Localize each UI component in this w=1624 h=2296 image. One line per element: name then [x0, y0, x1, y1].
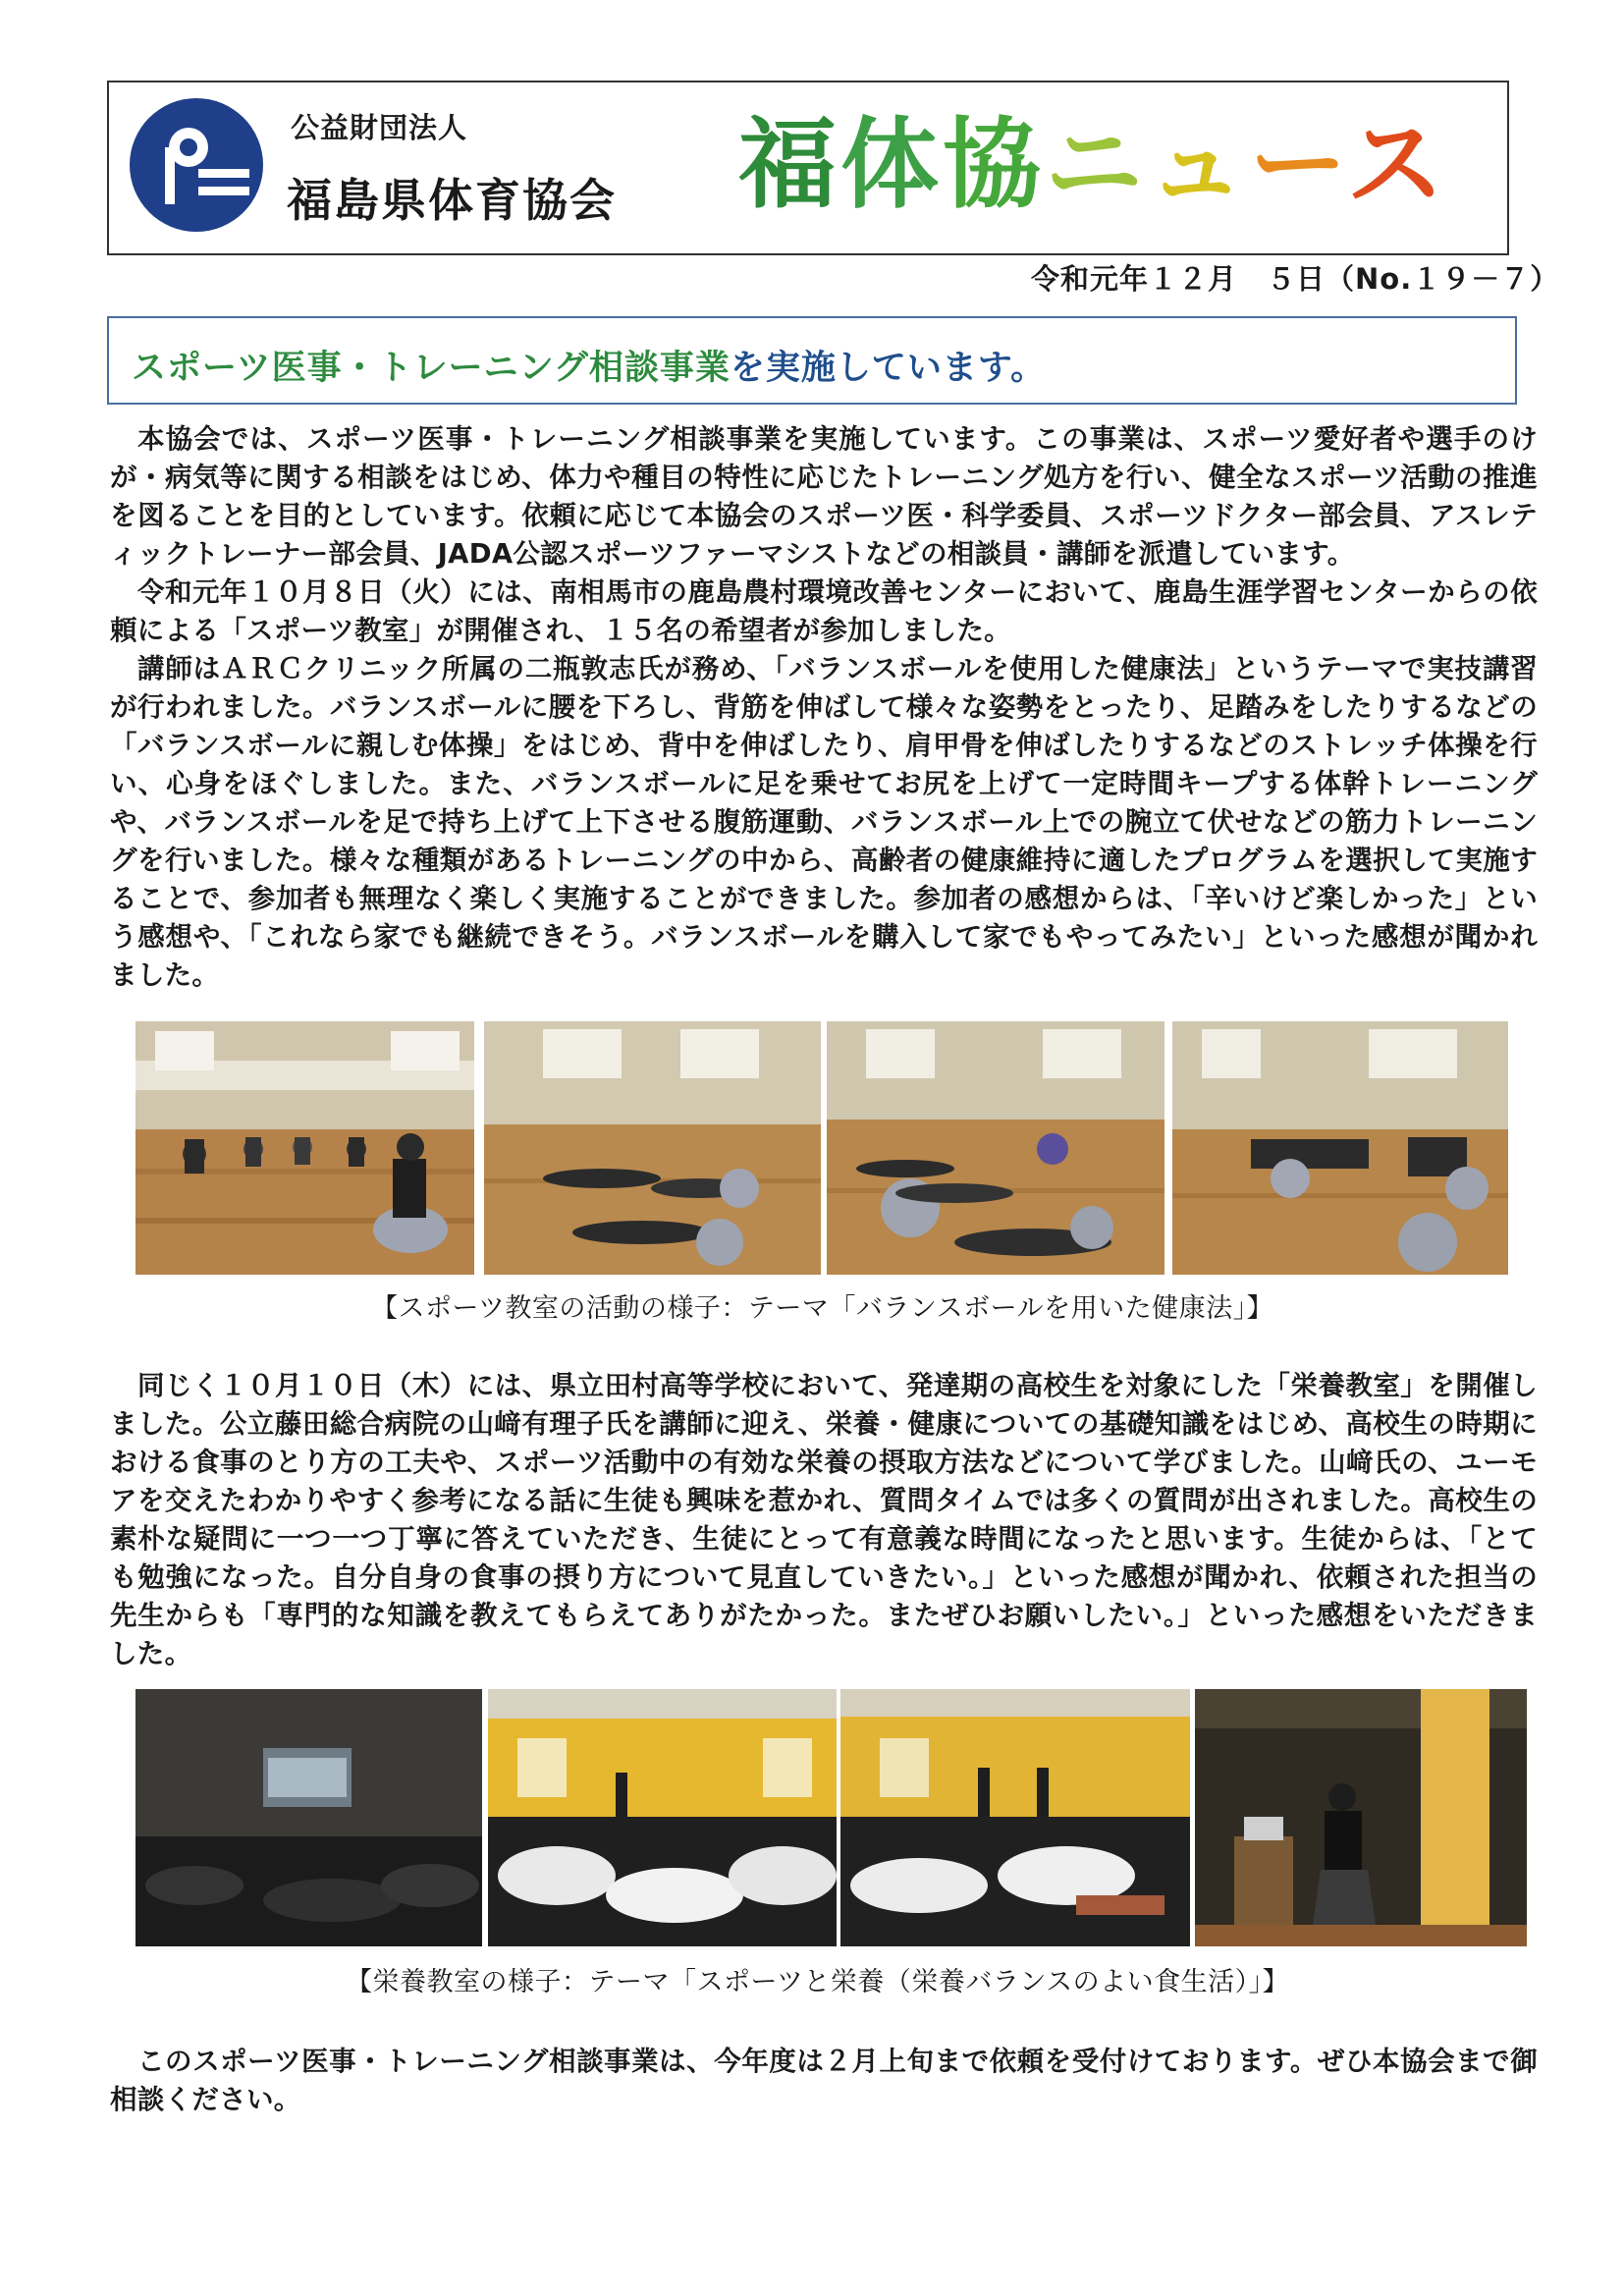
headline-rest: を実施しています。 [730, 349, 1047, 388]
caption-sports-class: 【スポーツ教室の活動の様子：テーマ「バランスボールを用いた健康法」】 [371, 1293, 1274, 1324]
masthead-char: 体 [840, 107, 943, 222]
masthead-char: ュ [1147, 107, 1249, 222]
paragraph-sports-class-detail: 講師はＡＲＣクリニック所属の二瓶敦志氏が務め、「バランスボールを使用した健康法」というテーマで実技講習が行われました。バランスボールに腰を下ろし、背筋を伸ばして様々な姿勢をとったり、足踏みをしたりするなどの「バランスボールに親しむ体操」をはじめ、背中を伸ばしたり、肩甲骨を伸ばしたりするなどのストレッチ体操を行い、心身をほぐしました。また、バランスボールに足を乗せてお尻を上げて一定時間キープする体幹トレーニングや、バランスボールを足で持ち上げて上下させる腹筋運動、バランスボール上での腕立て伏せなどの筋力トレーニングを行いました。様々な種類があるトレーニングの中から、高齢者の健康維持に適したプログラムを選択して実施することで、参加者も無理なく楽しく実施することができました。参加者の感想からは、「辛いけど楽しかった」という感想や、「これなら家でも継続できそう。バランスボールを購入して家でもやってみたい」といった感想が聞かれました。 [110, 653, 1538, 991]
issue-date: 令和元年１２月 ５日（No.１９－７） [1031, 262, 1560, 296]
headline [132, 341, 1046, 390]
photo-sports-class-3 [827, 1021, 1164, 1275]
headline-topic: スポーツ医事・トレーニング相談事業 [132, 349, 731, 388]
org-type: 公益財団法人 [291, 111, 468, 144]
photo-sports-class-4 [1172, 1021, 1508, 1275]
masthead-char: ニ [1045, 107, 1147, 222]
photo-nutrition-class-1 [135, 1689, 482, 1946]
masthead-char: 協 [943, 107, 1045, 222]
paragraph-closing: このスポーツ医事・トレーニング相談事業は、今年度は２月上旬まで依頼を受付けております。ぜひ本協会まで御相談ください。 [110, 2046, 1538, 2115]
org-name: 福島県体育協会 [287, 174, 617, 227]
photo-nutrition-class-2 [488, 1689, 837, 1946]
header-divider [107, 253, 1509, 255]
photo-sports-class-2 [484, 1021, 821, 1275]
caption-nutrition-class: 【栄養教室の様子：テーマ「スポーツと栄養（栄養バランスのよい食生活）」】 [346, 1967, 1290, 1997]
photo-nutrition-class-4 [1195, 1689, 1527, 1946]
paragraph-intro: 本協会では、スポーツ医事・トレーニング相談事業を実施しています。この事業は、スポーツ愛好者や選手のけが・病気等に関する相談をはじめ、体力や種目の特性に応じたトレーニング処方を行い、健全なスポーツ活動の推進を図ることを目的としています。依頼に応じて本協会のスポーツ医・科学委員、スポーツドクター部会員、アスレティックトレーナー部会員、JADA公認スポーツファーマシストなどの相談員・講師を派遣しています。 [110, 423, 1538, 570]
association-logo [128, 96, 265, 234]
paragraph-sports-class-date: 令和元年１０月８日（火）には、南相馬市の鹿島農村環境改善センターにおいて、鹿島生涯学習センターからの依頼による「スポーツ教室」が開催され、１５名の希望者が参加しました。 [110, 576, 1538, 646]
masthead-char: ー [1249, 107, 1346, 222]
masthead-char: ス [1346, 107, 1448, 222]
photo-sports-class-1 [135, 1021, 474, 1275]
masthead-char: 福 [738, 107, 840, 222]
paragraph-nutrition-class: 同じく１０月１０日（木）には、県立田村高等学校において、発達期の高校生を対象にした「栄養教室」を開催しました。公立藤田総合病院の山﨑有理子氏を講師に迎え、栄養・健康についての基礎知識をはじめ、高校生の時期における食事のとり方の工夫や、スポーツ活動中の有効な栄養の摂取方法などについて学びました。山﨑氏の、ユーモアを交えたわかりやすく参考になる話に生徒も興味を惹かれ、質問タイムでは多くの質問が出されました。高校生の素朴な疑問に一つ一つ丁寧に答えていただき、生徒にとって有意義な時間になったと思います。生徒からは、「とても勉強になった。自分自身の食事の摂り方について見直していきたい。」といった感想が聞かれ、依頼された担当の先生からも「専門的な知識を教えてもらえてありがたかった。またぜひお願いしたい。」といった感想をいただきました。 [110, 1370, 1538, 1669]
newsletter-masthead [738, 107, 1448, 222]
photo-nutrition-class-3 [840, 1689, 1190, 1946]
